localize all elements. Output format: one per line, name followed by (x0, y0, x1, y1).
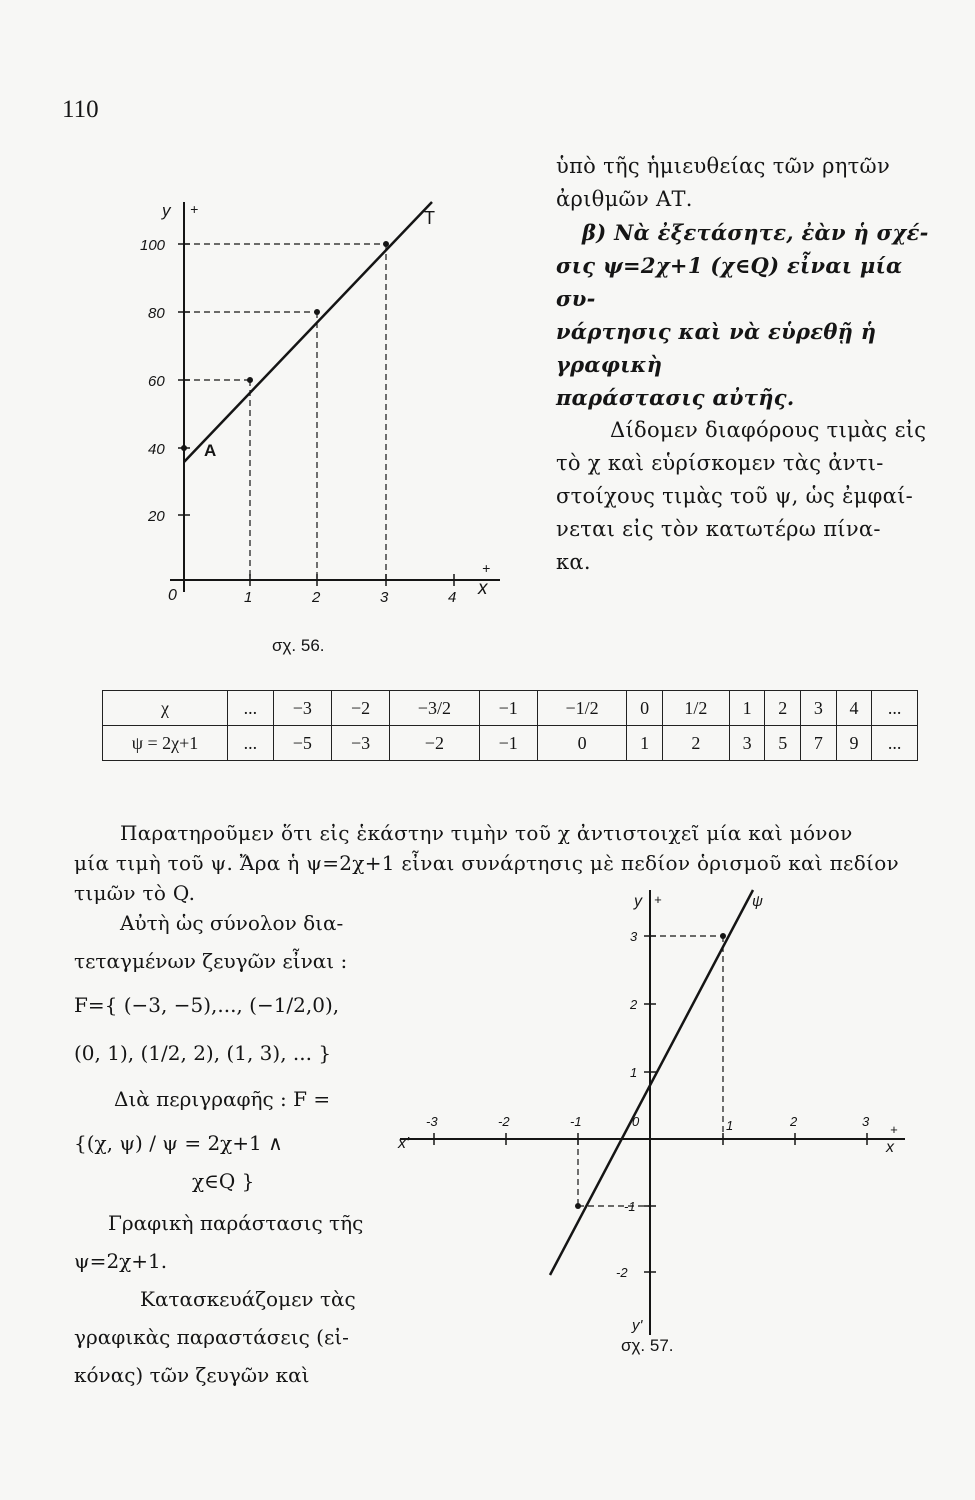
point (575, 1203, 581, 1209)
x-tick-2: 2 (312, 589, 321, 606)
table-row-x (103, 691, 918, 726)
table-cell: ... (872, 691, 918, 726)
left-column-text (74, 904, 374, 1394)
y-tick-1: 1 (630, 1065, 638, 1080)
y-tick-100: 100 (140, 237, 166, 254)
y-tick-80: 80 (148, 305, 165, 322)
set-line-1: F={ (−3, −5),..., (−1/2,0), (74, 993, 340, 1017)
x-axis-label: x (478, 578, 488, 599)
point-a (181, 445, 187, 451)
x-tick-1: 1 (244, 589, 253, 606)
table-cell: −1/2 (537, 691, 626, 726)
table-cell: 5 (765, 726, 801, 761)
table-cell: 1 (729, 691, 765, 726)
point (383, 241, 389, 247)
point-label-a: A (204, 441, 217, 460)
x-tick-1: 1 (726, 1118, 734, 1133)
text-line: κα. (556, 550, 591, 574)
table-cell: −1 (479, 726, 537, 761)
table-cell: 1 (627, 726, 663, 761)
table-cell: −3 (273, 691, 331, 726)
table-cell: 4 (836, 691, 872, 726)
table-cell: 7 (801, 726, 837, 761)
y-axis-label: y (162, 201, 171, 220)
text-line: νάρτησις καὶ νὰ εὑρεθῇ ἡ γραφικὴ (556, 319, 877, 377)
table-cell: 3 (801, 691, 837, 726)
text-line: τὸ χ καὶ εὑρίσκομεν τὰς ἀντι- (556, 451, 884, 475)
x-plus-sign: + (890, 1122, 898, 1137)
text-line: σις ψ=2χ+1 (χ∈Q) εἶναι μία συ- (556, 253, 903, 311)
table-cell: −2 (331, 691, 389, 726)
y-tick-neg1: -1 (624, 1199, 636, 1214)
table-cell: −5 (273, 726, 331, 761)
table-cell: −1 (479, 691, 537, 726)
text-line: β) Νὰ ἐξετάσητε, ἐὰν ἡ σχέ- (582, 220, 929, 245)
table-cell: 2 (765, 691, 801, 726)
table-header-x: χ (103, 691, 228, 726)
y-tick-60: 60 (148, 373, 165, 390)
line-label-t: T (424, 208, 435, 228)
table-cell: −2 (390, 726, 479, 761)
right-column-text (556, 150, 948, 579)
guide-lines (184, 244, 386, 580)
figure-57 (390, 880, 930, 1350)
text-line: ψ=2χ+1. (74, 1249, 168, 1273)
text-line: Παρατηροῦμεν ὅτι εἰς ἑκάστην τιμὴν τοῦ χ ἀντιστοιχεῖ μία καὶ μόνον (120, 821, 853, 845)
text-line: στοίχους τιμὰς τοῦ ψ, ὡς ἐμφαί- (556, 484, 914, 508)
text-line: κόνας) τῶν ζευγῶν καὶ (74, 1363, 310, 1387)
point (247, 377, 253, 383)
table-cell: 0 (627, 691, 663, 726)
point (720, 933, 726, 939)
line-label: ψ (752, 893, 763, 910)
y-axis-label: y (634, 893, 642, 910)
figure-57-caption: σχ. 57. (621, 1336, 674, 1355)
text-line: Γραφικὴ παράστασις τῆς (108, 1211, 364, 1235)
y-tick-neg2: -2 (616, 1265, 628, 1280)
text-line: νεται εἰς τὸν κατωτέρω πίνα- (556, 517, 881, 541)
set-builder-line-2: χ∈Q } (192, 1169, 255, 1193)
table-row-y (103, 726, 918, 761)
plus-sign: + (190, 201, 199, 217)
table-cell: ... (228, 726, 274, 761)
x-tick-neg3: -3 (426, 1114, 438, 1129)
table-cell: ... (872, 726, 918, 761)
text-line: μία τιμὴ τοῦ ψ. Ἄρα ἡ ψ=2χ+1 εἶναι συνάρτησις μὲ πεδίον ὁρισμοῦ καὶ πεδίον (74, 851, 900, 875)
y-tick-3: 3 (630, 929, 638, 944)
page-number: 110 (62, 96, 99, 123)
table-cell: 9 (836, 726, 872, 761)
text-line: γραφικὰς παραστάσεις (εἰ- (74, 1325, 349, 1349)
text-line: Κατασκευάζομεν τὰς (140, 1287, 356, 1311)
text-line: ὑπὸ τῆς ἡμιευθείας τῶν ρητῶν (556, 154, 891, 178)
x-tick-3: 3 (380, 589, 389, 606)
x-tick-4: 4 (448, 589, 457, 606)
table-cell: ... (228, 691, 274, 726)
x-tick-2: 2 (790, 1114, 798, 1129)
origin-label: 0 (168, 587, 177, 604)
tick-marks (178, 244, 454, 586)
figure-56-caption: σχ. 56. (272, 636, 325, 655)
x-axis-label: x (886, 1139, 894, 1156)
y-tick-40: 40 (148, 441, 165, 458)
text-line: Αὐτὴ ὡς σύνολον δια- (120, 911, 344, 935)
table-cell: −3/2 (390, 691, 479, 726)
point (314, 309, 320, 315)
table-cell: 2 (662, 726, 729, 761)
x-plus-sign: + (482, 560, 491, 576)
x-tick-3: 3 (862, 1114, 870, 1129)
table-cell: 3 (729, 726, 765, 761)
x-tick-neg1: -1 (570, 1114, 582, 1129)
graph-line (184, 202, 432, 462)
text-line: Διὰ περιγραφῆς : F = (114, 1087, 331, 1111)
y-tick-20: 20 (148, 508, 165, 525)
table-cell: 1/2 (662, 691, 729, 726)
x-neg-axis-label: x' (398, 1135, 410, 1152)
table-header-y: ψ = 2χ+1 (103, 726, 228, 761)
text-line: Δίδομεν διαφόρους τιμὰς εἰς (610, 418, 927, 442)
y-tick-2: 2 (630, 997, 638, 1012)
figure-56 (140, 190, 520, 610)
set-builder-line: {(χ, ψ) / ψ = 2χ+1 ∧ (74, 1131, 283, 1155)
origin-label: 0 (632, 1114, 640, 1129)
x-tick-neg2: -2 (498, 1114, 510, 1129)
data-points (181, 241, 389, 451)
text-line: τεταγμένων ζευγῶν εἶναι : (74, 949, 348, 973)
table-cell: 0 (537, 726, 626, 761)
text-line: παράστασις αὐτῆς. (556, 385, 795, 410)
table-cell: −3 (331, 726, 389, 761)
text-line: ἀριθμῶν ΑΤ. (556, 187, 693, 211)
values-table (102, 690, 918, 761)
set-line-2: (0, 1), (1/2, 2), (1, 3), ... } (74, 1041, 332, 1065)
text-line: τιμῶν τὸ Q. (74, 881, 196, 905)
y-neg-axis-label: y' (632, 1317, 643, 1334)
plus-sign: + (654, 892, 662, 907)
